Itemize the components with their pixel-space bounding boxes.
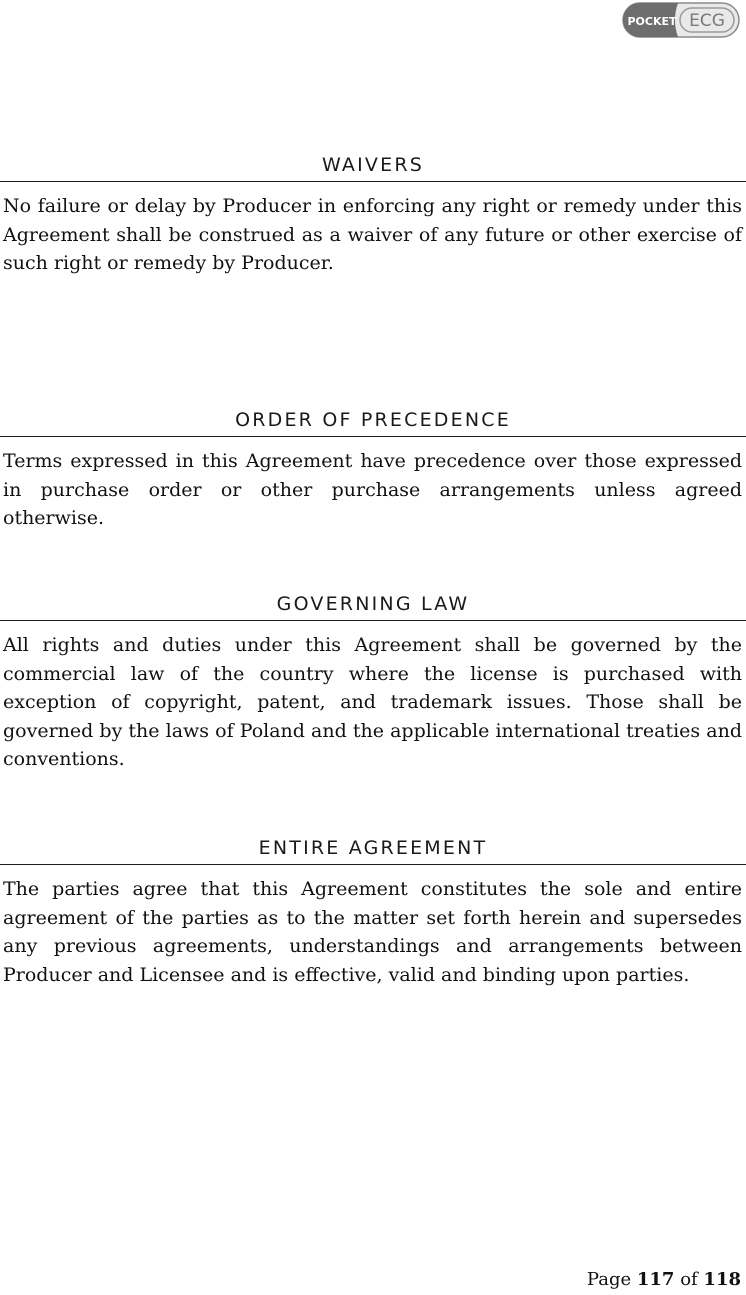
- total-pages: 118: [703, 1269, 741, 1290]
- section-governing-law: [0, 592, 746, 774]
- section-title: WAIVERS: [321, 154, 424, 176]
- section-body: The parties agree that this Agreement constitutes the sole and entire agreement of the parties as to the matter set forth herein and supersedes any previous agreements, understandings and arrangements between Producer and Licensee and is effective, valid and binding upon parties.: [3, 878, 742, 986]
- section-divider: [0, 620, 746, 621]
- section-divider: [0, 864, 746, 865]
- section-title: ORDER OF PRECEDENCE: [235, 409, 511, 431]
- logo-left-text: POCKET: [627, 15, 677, 28]
- section-order-of-precedence: [0, 408, 746, 533]
- page-number: [587, 1268, 741, 1292]
- section-title: ENTIRE AGREEMENT: [258, 837, 488, 859]
- section-divider: [0, 181, 746, 182]
- section-body: No failure or delay by Producer in enforcing any right or remedy under this Agreement shall be construed as a waiver of any future or other exercise of such right or remedy by Producer.: [3, 195, 742, 274]
- section-body: All rights and duties under this Agreement shall be governed by the commercial law of the country where the license is purchased with exception of copyright, patent, and trademark issues. Those shall be governed by the laws of Poland and the applicable international treaties and conventions.: [3, 634, 742, 770]
- section-waivers: [0, 153, 746, 278]
- of-label: of: [680, 1269, 698, 1290]
- section-divider: [0, 436, 746, 437]
- current-page: 117: [636, 1269, 675, 1290]
- section-body: Terms expressed in this Agreement have precedence over those expressed in purchase order or other purchase arrangements unless agreed otherwise.: [3, 450, 742, 529]
- page-label: Page: [586, 1269, 632, 1290]
- logo-graphic: [622, 2, 740, 38]
- section-entire-agreement: [0, 836, 746, 989]
- section-title: GOVERNING LAW: [276, 593, 470, 615]
- pocket-ecg-logo: [622, 2, 740, 38]
- logo-right-text: ECG: [689, 11, 725, 31]
